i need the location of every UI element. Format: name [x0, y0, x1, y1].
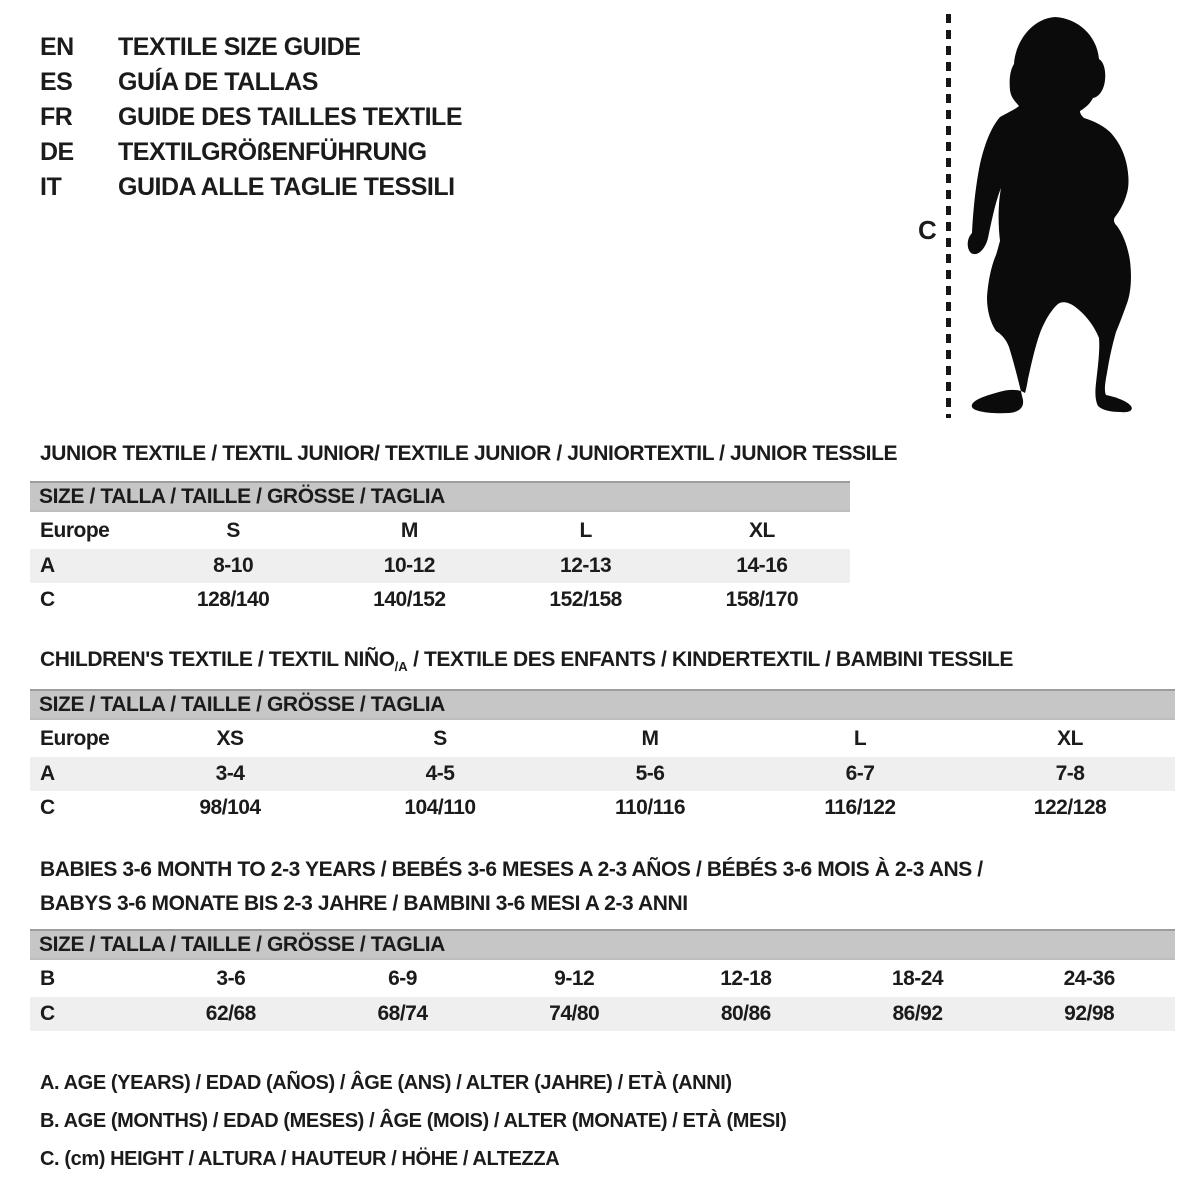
- language-title: TEXTILGRÖßENFÜHRUNG: [118, 138, 427, 166]
- height-cell: 140/152: [373, 588, 446, 611]
- height-cell: 128/140: [196, 588, 270, 611]
- months-cell: 9-12: [554, 966, 595, 990]
- size-header-label: SIZE / TALLA / TAILLE / GRÖSSE / TAGLIA: [39, 484, 445, 508]
- age-cell: 10-12: [383, 554, 435, 577]
- size-header-bar: [30, 481, 850, 512]
- table-row-europe: [30, 720, 1175, 757]
- size-cell: XL: [1057, 726, 1083, 750]
- footnote-age-months: B. AGE (MONTHS) / EDAD (MESES) / ÂGE (MOIS) / ALTER (MONATE) / ETÀ (MESI): [40, 1110, 787, 1132]
- height-cell: 80/86: [720, 1002, 771, 1025]
- height-cell: 98/104: [199, 796, 261, 819]
- age-cell: 4-5: [425, 762, 455, 785]
- table-row-age: [30, 757, 1175, 791]
- months-cell: 24-36: [1063, 966, 1115, 990]
- language-code: FR: [40, 103, 73, 131]
- size-cell: M: [400, 518, 418, 542]
- age-cell: 7-8: [1055, 762, 1085, 785]
- row-label: A: [40, 554, 55, 577]
- language-row-fr: [40, 100, 462, 135]
- language-title: GUÍA DE TALLAS: [118, 68, 318, 96]
- height-cell: 152/158: [549, 588, 622, 611]
- height-cell: 116/122: [824, 796, 896, 819]
- height-cell: 110/116: [614, 796, 686, 819]
- language-row-es: [40, 65, 462, 100]
- language-code: EN: [40, 33, 74, 61]
- babies-title-line1: BABIES 3-6 MONTH TO 2-3 YEARS / BEBÉS 3-6 MESES A 2-3 AÑOS / BÉBÉS 3-6 MOIS À 2-3 ANS /: [40, 858, 983, 881]
- language-row-it: [40, 170, 462, 205]
- language-title: GUIDA ALLE TAGLIE TESSILI: [118, 173, 455, 201]
- babies-textile-title: [40, 853, 983, 921]
- row-label: C: [40, 588, 55, 611]
- language-code: IT: [40, 173, 62, 201]
- table-row-europe: [30, 512, 850, 549]
- table-row-age: [30, 549, 850, 583]
- language-row-en: [40, 30, 462, 65]
- size-header-label: SIZE / TALLA / TAILLE / GRÖSSE / TAGLIA: [39, 932, 445, 956]
- language-code: ES: [40, 68, 73, 96]
- age-cell: 6-7: [845, 762, 875, 785]
- row-label: C: [40, 796, 55, 819]
- age-cell: 8-10: [213, 554, 254, 577]
- height-cell: 68/74: [377, 1002, 428, 1025]
- size-cell: XL: [748, 518, 775, 542]
- height-cell: 86/92: [892, 1002, 943, 1025]
- junior-textile-title: JUNIOR TEXTILE / TEXTIL JUNIOR/ TEXTILE JUNIOR / JUNIORTEXTIL / JUNIOR TESSILE: [40, 442, 898, 465]
- language-row-de: [40, 135, 462, 170]
- language-code: DE: [40, 138, 74, 166]
- row-label: C: [40, 1002, 55, 1025]
- title-subscript: /A: [394, 659, 408, 674]
- size-cell: L: [579, 518, 592, 542]
- babies-textile-table: [30, 929, 1175, 1031]
- row-label: Europe: [40, 726, 110, 750]
- size-cell: XS: [216, 726, 244, 750]
- age-cell: 14-16: [736, 554, 788, 577]
- height-measure-label: C: [918, 215, 937, 245]
- size-cell: S: [433, 726, 447, 750]
- babies-title-line2: BABYS 3-6 MONATE BIS 2-3 JAHRE / BAMBINI 3-6 MESI A 2-3 ANNI: [40, 892, 688, 915]
- height-cell: 74/80: [549, 1002, 600, 1025]
- childrens-textile-title: [40, 643, 1013, 679]
- height-cell: 104/110: [404, 796, 476, 819]
- title-part: CHILDREN'S TEXTILE / TEXTIL NIÑO: [40, 648, 395, 671]
- age-cell: 3-4: [215, 762, 245, 785]
- childrens-textile-table: [30, 689, 1175, 825]
- language-title: TEXTILE SIZE GUIDE: [118, 33, 361, 61]
- months-cell: 6-9: [388, 966, 417, 990]
- language-title: GUIDE DES TAILLES TEXTILE: [118, 103, 463, 131]
- size-cell: L: [853, 726, 867, 750]
- height-cell: 122/128: [1033, 796, 1107, 819]
- row-label: Europe: [40, 518, 110, 542]
- junior-textile-table: [30, 481, 850, 617]
- table-row-height: [30, 997, 1175, 1031]
- table-row-height: [30, 791, 1175, 825]
- height-cell: 62/68: [205, 1002, 256, 1025]
- months-cell: 12-18: [720, 966, 772, 990]
- footnote-height-cm: C. (cm) HEIGHT / ALTURA / HAUTEUR / HÖHE / ALTEZZA: [40, 1148, 560, 1170]
- months-cell: 3-6: [216, 966, 246, 990]
- row-label: A: [40, 762, 55, 785]
- language-title-block: [40, 30, 462, 205]
- size-header-label: SIZE / TALLA / TAILLE / GRÖSSE / TAGLIA: [39, 692, 445, 716]
- age-cell: 5-6: [635, 762, 665, 785]
- size-header-bar: [30, 929, 1175, 960]
- table-row-height: [30, 583, 850, 617]
- table-row-months: [30, 960, 1175, 997]
- age-cell: 12-13: [560, 554, 612, 577]
- row-label: B: [40, 966, 55, 990]
- months-cell: 18-24: [891, 966, 944, 990]
- footnote-age-years: A. AGE (YEARS) / EDAD (AÑOS) / ÂGE (ANS) / ALTER (JAHRE) / ETÀ (ANNI): [40, 1072, 732, 1094]
- toddler-silhouette: [965, 14, 1140, 414]
- height-cell: 92/98: [1064, 1002, 1115, 1025]
- height-cell: 158/170: [725, 588, 799, 611]
- footnote-legend: [40, 1064, 786, 1178]
- height-measure-dotted-line: [946, 14, 951, 418]
- title-part: / TEXTILE DES ENFANTS / KINDERTEXTIL / BAMBINI TESSILE: [407, 648, 1014, 671]
- size-cell: M: [641, 726, 659, 750]
- size-header-bar: [30, 689, 1175, 720]
- size-cell: S: [226, 518, 240, 542]
